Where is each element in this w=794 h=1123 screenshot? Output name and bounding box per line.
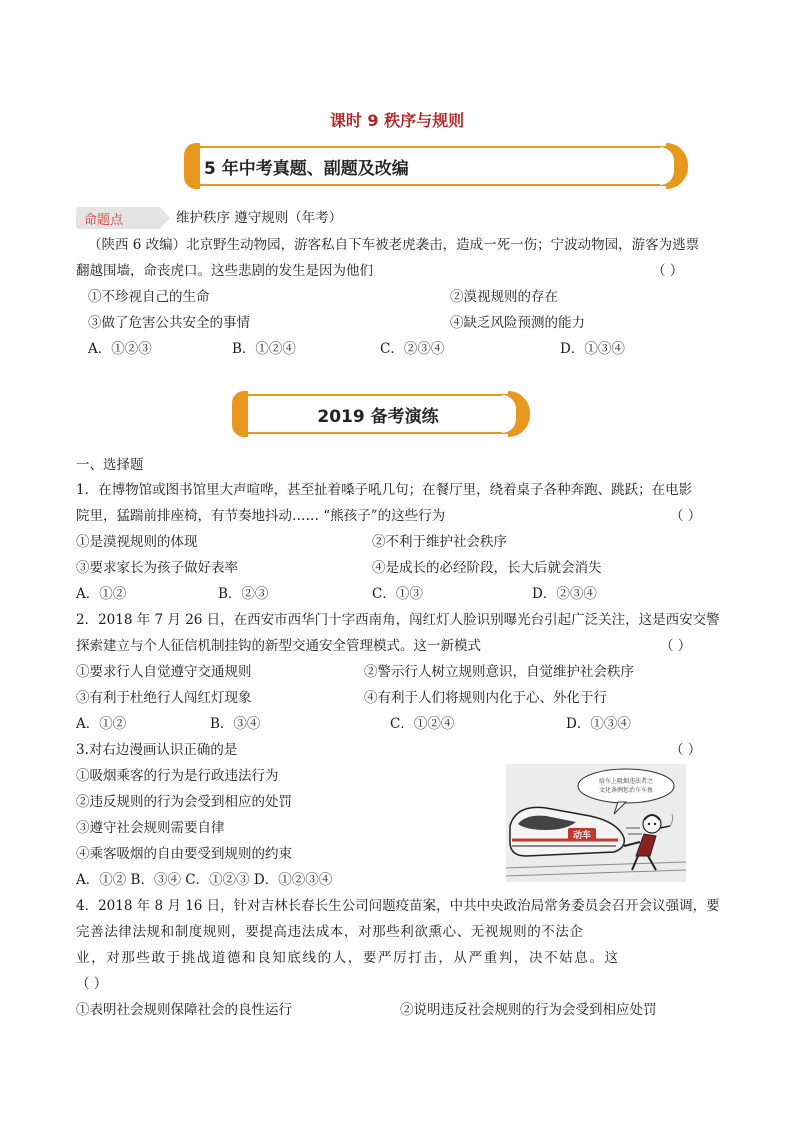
choice-d: D．①③④	[566, 716, 631, 732]
answer-paren: （ ）	[660, 638, 692, 654]
question-text: 4．2018 年 8 月 16 日，针对吉林长春长生公司问题疫苗案，中共中央政治局常务委员会召开会议强调，要	[76, 898, 720, 914]
banner-label: 5 年中考真题、副题及改编	[204, 159, 409, 179]
choice-b: B．③④	[210, 716, 261, 732]
answer-paren: （ ）	[670, 508, 702, 524]
cartoon-illustration	[506, 764, 686, 882]
section-banner-exam	[186, 146, 680, 186]
option-item: ①表明社会规则保障社会的良性运行	[76, 1002, 292, 1018]
section-heading: 一、选择题	[76, 457, 144, 473]
banner-label: 2019 备考演练	[317, 407, 439, 427]
bubble-text-1: 给车上吸烟违法者之	[598, 778, 654, 785]
option-item: ③要求家长为孩子做好表率	[76, 560, 238, 576]
topic-text: 维护秩序 遵守规则（年考）	[176, 210, 343, 226]
question-text: 翻越围墙，命丧虎口。这些悲剧的发生是因为他们	[76, 263, 373, 279]
question-text: 探索建立与个人征信机制挂钩的新型交通安全管理模式。这一新模式	[76, 638, 481, 654]
question-text: 院里，猛踹前排座椅，有节奏地抖动…… “熊孩子”的这些行为	[76, 508, 446, 524]
choice-c: C．①③	[372, 586, 423, 602]
choice-a: A．①②	[76, 716, 127, 732]
cartoon-image	[506, 764, 686, 882]
train-label: 动车	[572, 831, 592, 841]
option-item: ②警示行人树立规则意识，自觉维护社会秩序	[364, 664, 634, 680]
option-item: ①不珍视自己的生命	[88, 289, 210, 305]
banner-left-cap	[184, 143, 200, 189]
choice-a: A．①②	[76, 586, 127, 602]
option-item: ③做了危害公共安全的事情	[88, 315, 250, 331]
question-text: （陕西 6 改编）北京野生动物园，游客私自下车被老虎袭击，造成一死一伤；宁波动物园，游客为逃票	[88, 237, 700, 253]
page-title: 课时 9 秩序与规则	[329, 111, 465, 130]
option-item: ④缺乏风险预测的能力	[450, 315, 585, 331]
choice-d: D．②③④	[532, 586, 597, 602]
choice-b: B．①②④	[232, 341, 296, 357]
choice-b: B．②③	[218, 586, 269, 602]
tag-arrow-icon	[160, 207, 170, 229]
answer-paren: （ ）	[652, 263, 684, 279]
option-item: ④乘客吸烟的自由要受到规则的约束	[76, 846, 292, 862]
choice-row: A．①② B．③④ C．①②③ D．①②③④	[76, 872, 333, 888]
option-item: ②违反规则的行为会受到相应的处罚	[76, 794, 292, 810]
question-text: 2．2018 年 7 月 26 日，在西安市西华门十字西南角，闯红灯人脸识别曝光台引起广泛关注，这是西安交警	[76, 612, 720, 628]
answer-paren: （ ）	[670, 742, 702, 758]
option-item: ④有利于人们将规则内化于心、外化于行	[364, 690, 607, 706]
tag-label: 命题点	[84, 213, 124, 228]
bubble-text-2: 文化条例惩治车车鱼	[598, 787, 654, 794]
option-item: ③有利于杜绝行人闯红灯现象	[76, 690, 252, 706]
option-item: ②说明违反社会规则的行为会受到相应处罚	[400, 1002, 657, 1018]
banner-right-cap	[666, 143, 688, 189]
question-text: 完善法律法规和制度规则，要提高违法成本，对那些利欲熏心、无视规则的不法企	[76, 924, 584, 940]
choice-a: A．①②③	[88, 341, 152, 357]
section-banner-practice	[234, 394, 522, 434]
answer-paren: （ ）	[76, 976, 108, 992]
option-item: ④是成长的必经阶段，长大后就会消失	[372, 560, 602, 576]
option-item: ①吸烟乘客的行为是行政违法行为	[76, 768, 279, 784]
option-item: ①是漠视规则的体现	[76, 534, 198, 550]
option-item: ②不利于维护社会秩序	[372, 534, 507, 550]
option-item: ③遵守社会规则需要自律	[76, 820, 225, 836]
question-text: 3.对右边漫画认识正确的是	[76, 742, 238, 758]
choice-d: D．①③④	[560, 341, 625, 357]
choice-c: C．①②④	[390, 716, 455, 732]
option-item: ②漠视规则的存在	[450, 289, 558, 305]
choice-c: C．②③④	[380, 341, 445, 357]
topic-tag	[76, 207, 168, 229]
option-item: ①要求行人自觉遵守交通规则	[76, 664, 252, 680]
question-text: 1．在博物馆或图书馆里大声喧哗，甚至扯着嗓子吼几句；在餐厅里，绕着桌子各种奔跑、跳跃；在电影	[76, 482, 693, 498]
question-text: 业，对那些敢于挑战道德和良知底线的人，要严厉打击，从严重判，决不姑息。这	[76, 950, 620, 966]
